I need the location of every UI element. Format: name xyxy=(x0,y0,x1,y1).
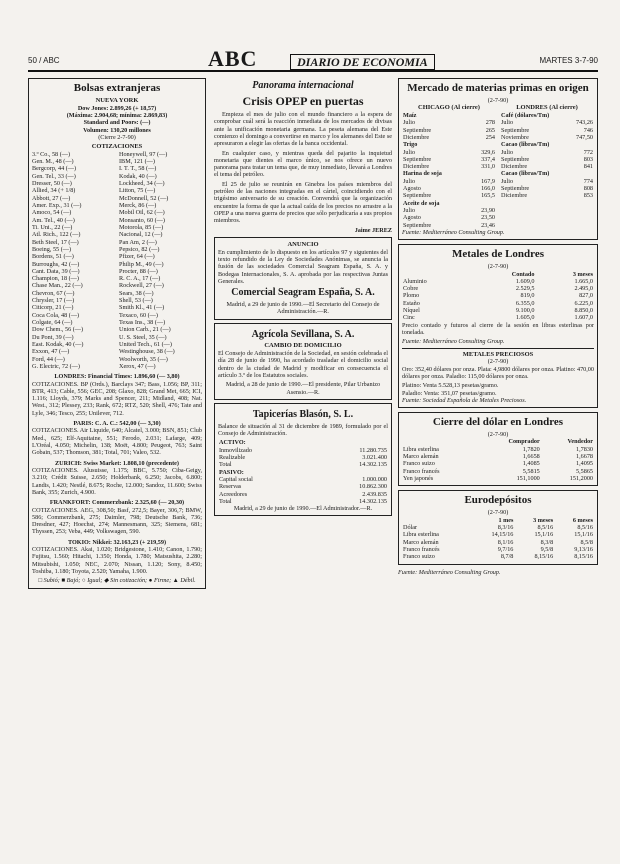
preciosos-source: Fuente: Sociedad Española de Metales Preciosos. xyxy=(402,396,527,404)
quote-item: Westinghouse, 38 (—) xyxy=(119,348,175,356)
dolar-box xyxy=(398,412,598,486)
euro-box xyxy=(398,490,598,564)
panorama-paragraph: En cualquier caso, y mientras queda del pajarito la inquietud monetaria que dientes el marco único, se nos ofrece un nuevo panorama para tratar un tema que, de muy inmediato, llevará a Londres el tema del petróleo. xyxy=(214,149,392,179)
table-row: Septiembre 265 xyxy=(403,126,495,134)
quote-item: Colgate, 64 (—) xyxy=(32,319,73,327)
euro-title: Eurodepósitos xyxy=(464,494,532,507)
ny-quote-list xyxy=(32,151,202,370)
quote-item: Amer. Exp., 31 (—) xyxy=(32,202,82,210)
markets-list xyxy=(32,373,202,575)
table-row: Níquel 9.100,0 8.850,0 xyxy=(403,307,593,315)
materias-date: (2-7-90) xyxy=(487,96,509,104)
ny-cotiz-title: COTIZACIONES xyxy=(91,143,143,151)
anuncio-text: Balance de situación al 31 de diciembre de 1989, formulado por el Consejo de Administración. xyxy=(218,422,388,438)
table-header: Comprador Vendedor xyxy=(508,438,593,446)
market-text: COTIZACIONES. AEG, 308,50; Basf, 272,5; Bayer, 306,7; BMW, 586; Commerzbank, 275; Daimler, 798; Deutsche Bank, 736; Dresdner, 427; Hoechst, 274; Mannesmann, 325; Siemens, 681; Thyssen, 253; Veba, 449; Volkswagen, 590. xyxy=(32,506,202,536)
table-row: Septiembre 165,5 xyxy=(403,192,495,200)
table-row: Cacao (libras/Tm) xyxy=(501,141,550,149)
bolsas-title: Bolsas extranjeras xyxy=(73,82,161,94)
ny-index-line: Dow Jones: 2.899,26 (+ 18,57) xyxy=(77,104,157,112)
dolar-table xyxy=(402,438,594,482)
quote-item: Monsanto, 60 (—) xyxy=(119,216,165,224)
quote-col-right xyxy=(119,151,202,370)
anuncio-head: ANUNCIO xyxy=(287,240,319,248)
anuncio-text: En cumplimiento de lo dispuesto en los artículos 97 y siguientes del texto refundido de la Ley de Sociedades Anónimas, se anuncia la fusión de las sociedades Comercial Seagram España, S. A. y Bodegas Internacionales, S. A. aprobada por las respectivas Juntas Generales. xyxy=(218,248,388,285)
table-row: Marco alemán 1,6658 1,6678 xyxy=(403,453,593,461)
quote-item: Shell, 53 (—) xyxy=(119,297,153,305)
anuncio-agricola xyxy=(214,323,392,400)
quote-item: Texaco, 60 (—) xyxy=(119,311,158,319)
materias-source: Fuente: Mediterráneo Consulting Group. xyxy=(402,228,505,236)
quote-item: Sears, 38 (—) xyxy=(119,289,154,297)
table-row: Julio 772 xyxy=(501,148,593,156)
londres-table xyxy=(500,112,594,200)
table-row: Estaño 6.355,0 6.225,0 xyxy=(403,299,593,307)
table-row: Franco francés 9,7/16 9,5/8 9,13/16 xyxy=(403,545,593,553)
quote-item: Xerox, 47 (—) xyxy=(119,362,156,370)
metales-source: Fuente: Mediterráneo Consulting Group. xyxy=(402,338,505,346)
anuncio-text: El Consejo de Administración de la Sociedad, en sesión celebrada el día 28 de junio de 1990, ha acordado trasladar el domicilio social dentro de la ciudad de Madrid y modificar en consecuencia el artículo 3.º de los Estatutos sociales. xyxy=(218,350,388,379)
table-row: Libra esterlina 14,15/16 15,1/16 15,1/16 xyxy=(403,531,593,539)
table-row: Capital social 1.000.000 xyxy=(219,475,387,483)
quote-item: Dresser, 50 (—) xyxy=(32,180,72,188)
table-row: Maíz xyxy=(403,111,417,119)
quote-item: Merck, 86 (—) xyxy=(119,202,157,210)
panorama-column xyxy=(214,78,392,516)
quote-item: McDonnell, 52 (—) xyxy=(119,194,169,202)
metales-date: (2-7-90) xyxy=(487,263,509,271)
balance-table xyxy=(218,439,388,505)
quote-item: Procter, 88 (—) xyxy=(119,267,158,275)
market-text: COTIZACIONES. BP (Ords.), Barclays 347; Bass, 1.056; BP, 311; BTR, 413; Cable, 556; GEC, 208; Glaxo, 828; Grand Met, 665; ICI, 1.116; Lloyds, 379; Marks and Spencer, 211; Midland, 408; Nat. West., 312; Plessey, 233; Rank, 672; RTZ, 520; Shell, 476; Tate and Lyle, 346; Tesco, 255; Unilever, 712. xyxy=(32,380,202,417)
quote-item: Union Carb., 21 (—) xyxy=(119,326,171,334)
metales-note: Precio contado y futuros al cierre de la sesión en libras esterlinas por tonelada. xyxy=(402,321,594,337)
table-row: Reservas 10.862.300 xyxy=(219,483,387,491)
quote-item: Woolworth, 35 (—) xyxy=(119,355,168,363)
ny-lines xyxy=(32,105,202,134)
preciosos-line: Platino: Venta 5.528,13 pesetas/gramo. xyxy=(402,382,499,390)
table-row: Julio 167,9 xyxy=(403,177,495,185)
table-row: Septiembre 746 xyxy=(501,126,593,134)
metales-title: Metales de Londres xyxy=(451,248,545,261)
section-title: DIARIO DE ECONOMIA xyxy=(290,54,435,70)
quote-item: Amoco, 54 (—) xyxy=(32,209,72,217)
market-head: ZURICH: Swiss Market: 1.808,10 (precedente) xyxy=(55,459,179,467)
cierre-date: (Cierre 2-7-90) xyxy=(98,133,136,141)
table-row: Yen japonés 151,1000 151,2000 xyxy=(403,475,593,483)
table-row: Cobre 2.529,5 2.495,0 xyxy=(403,285,593,293)
quote-item: I. T. T., 58 (—) xyxy=(119,165,157,173)
preciosos-head: METALES PRECIOSOS xyxy=(462,350,534,358)
quote-col-left xyxy=(32,151,115,370)
quote-item: Nacional, 12 (—) xyxy=(119,231,163,239)
market-head: FRANKFORT: Commerzbank: 2.325,60 (— 20,30) xyxy=(49,499,185,507)
table-row: Agosto 23,50 xyxy=(403,214,495,222)
ny-index-line: Volumen: 130,20 millones xyxy=(83,126,151,134)
quote-item: United Tech., 61 (—) xyxy=(119,340,172,348)
table-row: Diciembre 254 xyxy=(403,133,495,141)
quote-item: Cant. Data, 39 (—) xyxy=(32,267,80,275)
quote-item: Coca Cola, 48 (—) xyxy=(32,311,80,319)
table-row: Total 14.302.135 xyxy=(219,461,387,469)
preciosos-lines xyxy=(402,382,594,397)
materias-title: Mercado de materias primas en origen xyxy=(407,82,589,94)
quote-item: Bergcorp, 44 (—) xyxy=(32,165,77,173)
quote-item: Du Pont, 39 (—) xyxy=(32,333,74,341)
quote-item: Smith Kl., 41 (—) xyxy=(119,304,165,312)
quote-item: Bordens, 51 (—) xyxy=(32,253,74,261)
quote-item: G. Electric, 72 (—) xyxy=(32,362,80,370)
table-row: Julio 329,6 xyxy=(403,148,495,156)
materias-box xyxy=(398,78,598,240)
quote-item: Exxon, 47 (—) xyxy=(32,348,70,356)
table-row: Acreedores 2.439.835 xyxy=(219,490,387,498)
dolar-date: (2-7-90) xyxy=(487,431,509,439)
table-row: Septiembre 803 xyxy=(501,155,593,163)
ny-index-line: Standard and Poors: (—) xyxy=(83,119,151,127)
quote-item: Abbott, 27 (—) xyxy=(32,194,71,202)
anuncio-foot: Madrid, a 29 de junio de 1990.—El Administrador.—R. xyxy=(233,505,373,513)
table-row: ACTIVO: xyxy=(219,439,246,447)
quote-item: Rockwell, 27 (—) xyxy=(119,282,164,290)
anuncio-seagram xyxy=(214,237,392,320)
ny-index-line: (Máxima: 2.904,68; mínima: 2.869,83) xyxy=(66,111,168,119)
table-row: Julio 774 xyxy=(501,177,593,185)
table-row: Cinc 1.605,0 1.607,0 xyxy=(403,314,593,322)
quote-item: Kodak, 40 (—) xyxy=(119,172,157,180)
quote-item: Beth Steel, 17 (—) xyxy=(32,238,79,246)
preciosos-text: Oro: 352,40 dólares por onza. Plata: 4,9800 dólares por onza. Platino: 470,00 dólares por onza. Paladio: 115,00 dólares por onza. xyxy=(402,365,594,380)
chicago-table xyxy=(402,112,496,229)
table-row: Plomo 819,0 827,0 xyxy=(403,292,593,300)
market-head: PARIS: C. A. C.: 542,00 (— 3,30) xyxy=(73,420,161,428)
page-number: 50 / ABC xyxy=(28,56,60,65)
table-row: Diciembre 841 xyxy=(501,163,593,171)
issue-date: MARTES 3-7-90 xyxy=(539,56,598,65)
quote-item: Chevron, 67 (—) xyxy=(32,289,75,297)
market-block xyxy=(32,539,202,576)
quote-item: Philip M., 49 (—) xyxy=(119,260,164,268)
market-block xyxy=(32,460,202,497)
table-row: Diciembre 331,0 xyxy=(403,163,495,171)
quote-item: East. Kodak, 40 (—) xyxy=(32,340,84,348)
market-block xyxy=(32,499,202,536)
panorama-title: Crisis OPEP en puertas xyxy=(242,93,364,108)
table-row: Noviembre 747,50 xyxy=(501,133,593,141)
anuncio-sub: CAMBIO DE DOMICILIO xyxy=(264,342,342,350)
quote-item: Atl. Rich., 122 (—) xyxy=(32,231,81,239)
table-row: Harina de soja xyxy=(403,170,442,178)
table-row: Julio 23,90 xyxy=(403,207,495,214)
chicago-head: CHICAGO (Al cierre) xyxy=(418,104,480,112)
quote-item: Texas Ins., 38 (—) xyxy=(119,319,166,327)
ny-heading: NUEVA YORK xyxy=(95,96,139,104)
table-row: Cacao (libras/Tm) xyxy=(501,170,550,178)
metales-table xyxy=(402,271,594,322)
table-row: Julio 278 xyxy=(403,119,495,127)
table-row: Septiembre 337,4 xyxy=(403,155,495,163)
quote-item: Litton, 75 (—) xyxy=(119,187,156,195)
quote-item: Chase Man., 22 (—) xyxy=(32,282,83,290)
table-row: Julio 743,26 xyxy=(501,119,593,127)
table-header: 1 mes 3 meses 6 meses xyxy=(498,516,593,524)
metales-box xyxy=(398,244,598,408)
quote-item: IBM, 121 (—) xyxy=(119,158,155,166)
quote-item: Mobil Oil, 62 (—) xyxy=(119,209,165,217)
anuncio-company: Comercial Seagram España, S. A. xyxy=(231,287,375,299)
market-block xyxy=(32,420,202,457)
quote-item: Pepsico, 82 (—) xyxy=(119,245,160,253)
table-header: Contado 3 meses xyxy=(511,270,593,278)
panorama-body xyxy=(214,111,392,225)
table-row: Total 14.302.135 xyxy=(219,497,387,505)
quote-item: Champion, 18 (—) xyxy=(32,275,79,283)
quote-item: Dow Chem., 56 (—) xyxy=(32,326,84,334)
quote-item: Ti. Uni., 22 (—) xyxy=(32,223,73,231)
euro-source: Fuente: Mediterráneo Consulting Group. xyxy=(398,568,501,576)
quote-item: Boeing, 55 (—) xyxy=(32,245,72,253)
quote-item: Pfizer, 64 (—) xyxy=(119,253,155,261)
table-row: Agosto 166,0 xyxy=(403,185,495,193)
dolar-title: Cierre del dólar en Londres xyxy=(432,416,564,429)
table-row: Septiembre 808 xyxy=(501,185,593,193)
quote-item: Burroughs, 42 (—) xyxy=(32,260,80,268)
market-text: COTIZACIONES. Akai, 1.020; Bridgestone, 1.410; Canon, 1.790; Fujitsu, 1.560; Hitachi, 1.350; Honda, 1.780; Matsushita, 2.280; Mitsubishi, 1.050; NEC, 2.070; Nissan, 1.120; Sony, 8.450; Toshiba, 1.180; Toyota, 2.520; Yamaha, 1.900. xyxy=(32,546,202,576)
anuncio-blason xyxy=(214,403,392,517)
bolsas-column xyxy=(28,78,206,593)
table-row: Realizable 3.021.400 xyxy=(219,453,387,461)
quote-item: U. S. Steel, 35 (—) xyxy=(119,333,167,341)
preciosos-line: Paladio: Venta: 351,07 pesetas/gramo. xyxy=(402,389,497,397)
table-row: Inmovilizado 11.280.735 xyxy=(219,446,387,454)
table-row: Libra esterlina 1,7820 1,7830 xyxy=(403,445,593,453)
euro-date: (2-7-90) xyxy=(487,509,509,517)
quote-item: R. C. A., 17 (—) xyxy=(119,275,161,283)
panorama-paragraph: Empieza el mes de julio con el mundo financiero a la espera de comprobar cuál será la reacción inmediata de los mercados de divisas ante la unificación monetaria germana. La peseta alemana del Este comienzo el domingo a convertirse en marco y los alemanes del Este se apresuraron a elegir las ofertas de la banca occidental. xyxy=(214,110,392,148)
anuncio-company: Tapicerías Blasón, S. L. xyxy=(252,408,354,420)
market-text: COTIZACIONES. Air Liquide, 640; Alcatel, 3.000; BSN, 851; Club Med., 625; Elf-Aquitaine, 551; Ferodo, 2.031; Lafarge, 409; L'Oréal, 4.050; Michelin, 138; Moët, 4.800; Peugeot, 763; Saint Gobain, 537; Thomson, 381; Total, 701; Valeo, 532. xyxy=(32,427,202,457)
quote-item: Am. Tel., 40 (—) xyxy=(32,216,75,224)
market-head: LONDRES: Financial Times: 1.896,60 (— 3,80) xyxy=(54,373,180,381)
quote-item: Honeywell, 97 (—) xyxy=(119,150,168,158)
table-row: Café (dólares/Tm) xyxy=(501,111,550,119)
table-row: Franco suizo 8,7/8 8,15/16 8,15/16 xyxy=(403,553,593,561)
market-block xyxy=(32,373,202,417)
quote-item: Gen. Tel., 33 (—) xyxy=(32,172,76,180)
anuncio-company: Agrícola Sevillana, S. A. xyxy=(251,328,355,340)
quote-item: Pan Am, 2 (—) xyxy=(119,238,157,246)
quote-item: 3.º Co., 58 (—) xyxy=(32,150,71,158)
markets-column xyxy=(398,78,598,576)
table-row: Aceite de soja xyxy=(403,199,440,207)
page-header xyxy=(28,48,598,72)
quote-item: Lockheed, 34 (—) xyxy=(119,180,165,188)
quote-item: Ford, 44 (—) xyxy=(32,355,65,363)
anuncio-foot: Madrid, a 28 de junio de 1990.—El presidente, Pilar Urbanizo Asensio.—R. xyxy=(225,381,381,396)
quote-item: Allied, 34 (+ 1/8) xyxy=(32,187,76,195)
quote-item: Chrysler, 17 (—) xyxy=(32,297,75,305)
panorama-kicker: Panorama internacional xyxy=(252,80,354,91)
table-row: Aluminio 1.609,0 1.665,0 xyxy=(403,277,593,285)
bolsas-box xyxy=(28,78,206,589)
anuncio-foot: Madrid, a 29 de junio de 1990.—El Secretario del Consejo de Administración.—R. xyxy=(226,300,380,316)
quote-legend: □ Subió; ■ Bajó; ○ Igual; ◆ Sin cotización; ● Firme; ▲ Débil. xyxy=(38,577,196,585)
quote-item: Motorola, 85 (—) xyxy=(119,223,164,231)
table-row: Dólar 8,3/16 8,5/16 8,5/16 xyxy=(403,523,593,531)
londres-head: LONDRES (Al cierre) xyxy=(516,104,578,112)
table-row: Septiembre 23,46 xyxy=(403,221,495,229)
table-row: Franco francés 5,5815 5,5865 xyxy=(403,467,593,475)
quote-item: Gen. M., 48 (—) xyxy=(32,158,74,166)
table-row: Franco suizo 1,4085 1,4095 xyxy=(403,460,593,468)
table-row: Marco alemán 8,1/16 8,3/8 8,5/8 xyxy=(403,538,593,546)
panorama-signature: Jaime JEREZ xyxy=(354,226,392,234)
euro-table xyxy=(402,517,594,561)
table-row: PASIVO: xyxy=(219,468,244,476)
quote-item: Citicorp, 21 (—) xyxy=(32,304,74,312)
panorama-paragraph: El 25 de julio se reunirán en Ginebra los países miembros del petróleo de las naciones integradas en el cártel, coincidiendo con el trigésimo aniversario de su creación. Convendrá que la organización encuentre la forma de que la actual caída de los precios no arrastre a la OPEP a una nueva guerra de precios que sólo perjudicaría a sus propios miembros. xyxy=(214,180,392,225)
market-head: TOKIO: Nikkei: 32.163,23 (+ 219,59) xyxy=(67,538,167,546)
newspaper-logo: ABC xyxy=(208,46,258,71)
table-row: Trigo xyxy=(403,141,418,149)
market-text: COTIZACIONES. Alusuisse, 1.175; BBC, 5.750; Ciba-Geigy, 3.210; Crédit Suisse, 2.650; Holderbank, 6.250; Jacobs, 6.800; Landis, 1.420; Nestlé, 8.675; Roche, 12.000; Sandoz, 11.600; Swiss Bank, 355; Zurich, 4.900. xyxy=(32,466,202,496)
preciosos-date: (2-7-90) xyxy=(487,358,509,366)
table-row: Diciembre 853 xyxy=(501,192,593,200)
